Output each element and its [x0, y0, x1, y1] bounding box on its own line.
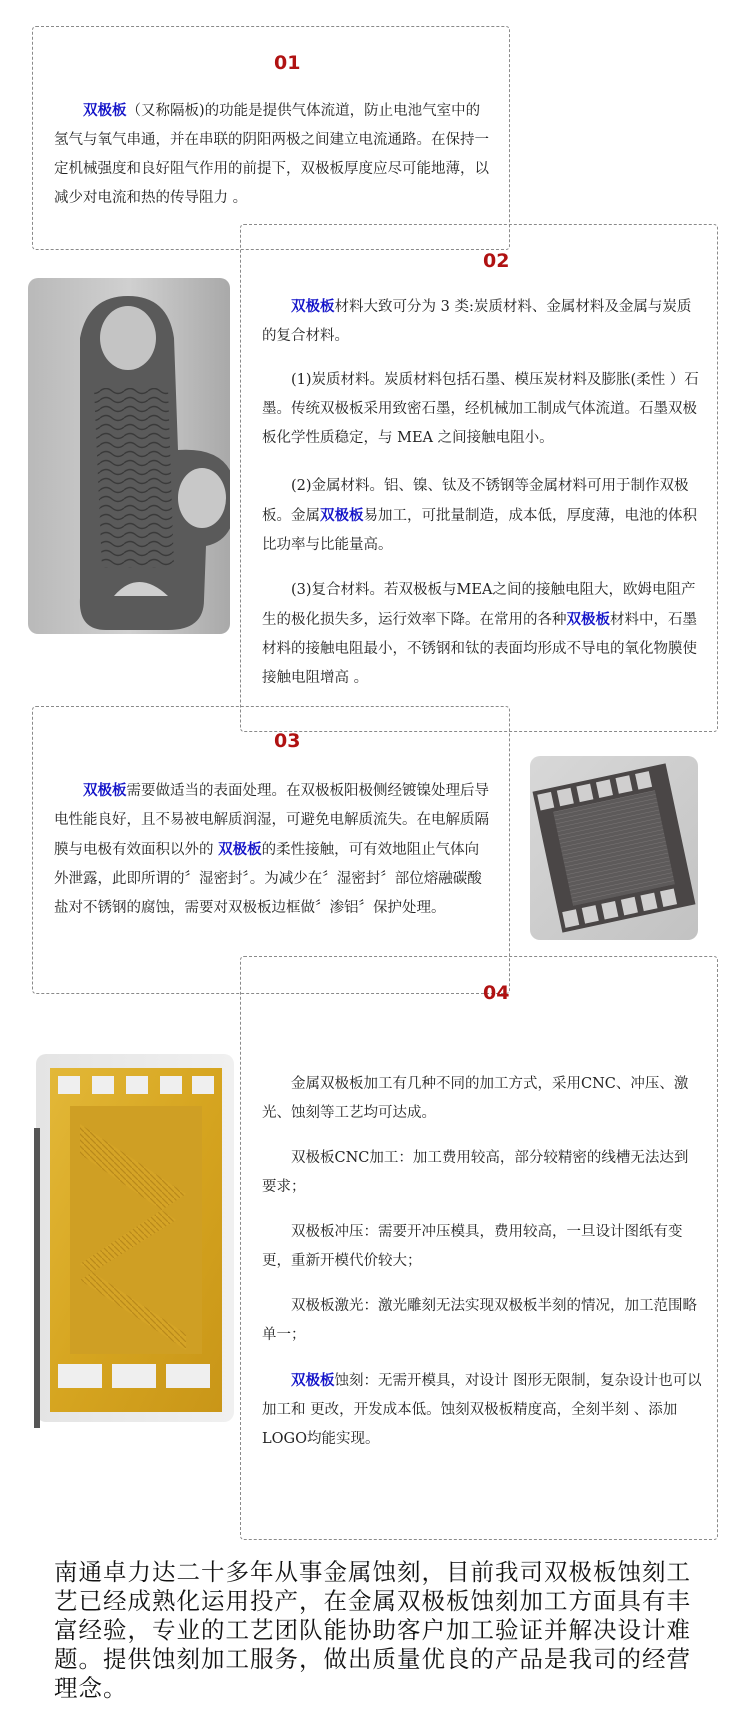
section-02-intro: 双极板材料大致可分为 3 类:炭质材料、金属材料及金属与炭质的复合材料。	[262, 298, 692, 344]
grid-plate-illustration	[530, 756, 698, 940]
bipolar-plate-highlight: 双极板	[83, 782, 127, 799]
bipolar-plate-highlight: 双极板	[320, 507, 364, 524]
bipolar-plate-highlight: 双极板	[566, 611, 610, 628]
section-04-laser-paragraph: 双极板激光：激光雕刻无法实现双极板半刻的情况，加工范围略单一；	[262, 1298, 697, 1343]
section-04-stamping-paragraph: 双极板冲压：需要开冲压模具，费用较高，一旦设计图纸有变更，重新开模代价较大；	[262, 1224, 683, 1269]
bipolar-plate-highlight: 双极板	[291, 1372, 335, 1389]
section-03-text: 双极板需要做适当的表面处理。在双极板阳极侧经镀镍处理后导电性能良好，且不易被电解质润湿，可避免电解质流失。在电解质隔膜与电极有效面积以外的 双极板的柔性接触，可有效地阻止气体向外泄露，此即所谓的〞湿密封〞。为减少在〞湿密封〞部位熔融碳酸盐对不锈钢的腐蚀，需要对双极板边框做〞渗铝〞保护处理。	[54, 782, 489, 916]
section-01-number: 01	[274, 52, 301, 74]
gold-plate-photo	[36, 1054, 234, 1422]
dark-plate-edge	[34, 1128, 40, 1428]
section-04-etching-paragraph: 双极板蚀刻：无需开模具，对设计 图形无限制，复杂设计也可以加工和 更改，开发成本低。蚀刻双极板精度高，全刻半刻 、添加LOGO均能实现。	[262, 1372, 702, 1447]
section-02-number: 02	[483, 250, 510, 272]
company-statement: 南通卓力达二十多年从事金属蚀刻，目前我司双极板蚀刻工艺已经成熟化运用投产，在金属双极板蚀刻加工方面具有丰富经验，专业的工艺团队能协助客户加工验证并解决设计难题。提供蚀刻加工服务，做出质量优良的产品是我司的经营理念。	[54, 1558, 691, 1702]
section-03-number: 03	[274, 730, 301, 752]
section-04-cnc-paragraph: 双极板CNC加工：加工费用较高，部分较精密的线槽无法达到要求；	[262, 1150, 689, 1195]
bipolar-plate-highlight: 双极板	[218, 841, 262, 858]
section-02-metal-paragraph: (2)金属材料。铝、镍、钛及不锈钢等金属材料可用于制作双极板。金属双极板易加工，可批量制造，成本低，厚度薄，电池的体积比功率与比能量高。	[262, 478, 697, 553]
section-02-composite-paragraph: (3)复合材料。若双极板与MEA之间的接触电阻大，欧姆电阻产生的极化损失多，运行效率下降。在常用的各种双极板材料中，石墨材料的接触电阻最小，不锈钢和钛的表面均形成不导电的氧化物膜使接触电阻增高 。	[262, 582, 697, 686]
grid-plate-photo	[530, 756, 698, 940]
section-01-text: 双极板（又称隔板)的功能是提供气体流道，防止电池气室中的氢气与氧气串通，并在串联的阴阳两极之间建立电流通路。在保持一定机械强度和良好阻气作用的前提下，双极板厚度应尽可能地薄，以减少对电流和热的传导阻力 。	[54, 102, 489, 206]
etched-plate-photo	[28, 278, 230, 634]
section-04-number: 04	[483, 982, 510, 1004]
etched-plate-illustration	[28, 278, 230, 634]
gold-plate-illustration	[36, 1054, 234, 1422]
bipolar-plate-highlight: 双极板	[291, 298, 335, 315]
section-02-carbon-paragraph: (1)炭质材料。炭质材料包括石墨、模压炭材料及膨胀(柔性 ）石墨。传统双极板采用致密石墨，经机械加工制成气体流道。石墨双极板化学性质稳定，与 MEA 之间接触电阻小。	[262, 372, 699, 446]
section-04-methods-paragraph: 金属双极板加工有几种不同的加工方式，采用CNC、冲压、激光、蚀刻等工艺均可达成。	[262, 1076, 689, 1121]
bipolar-plate-highlight: 双极板	[83, 102, 127, 119]
